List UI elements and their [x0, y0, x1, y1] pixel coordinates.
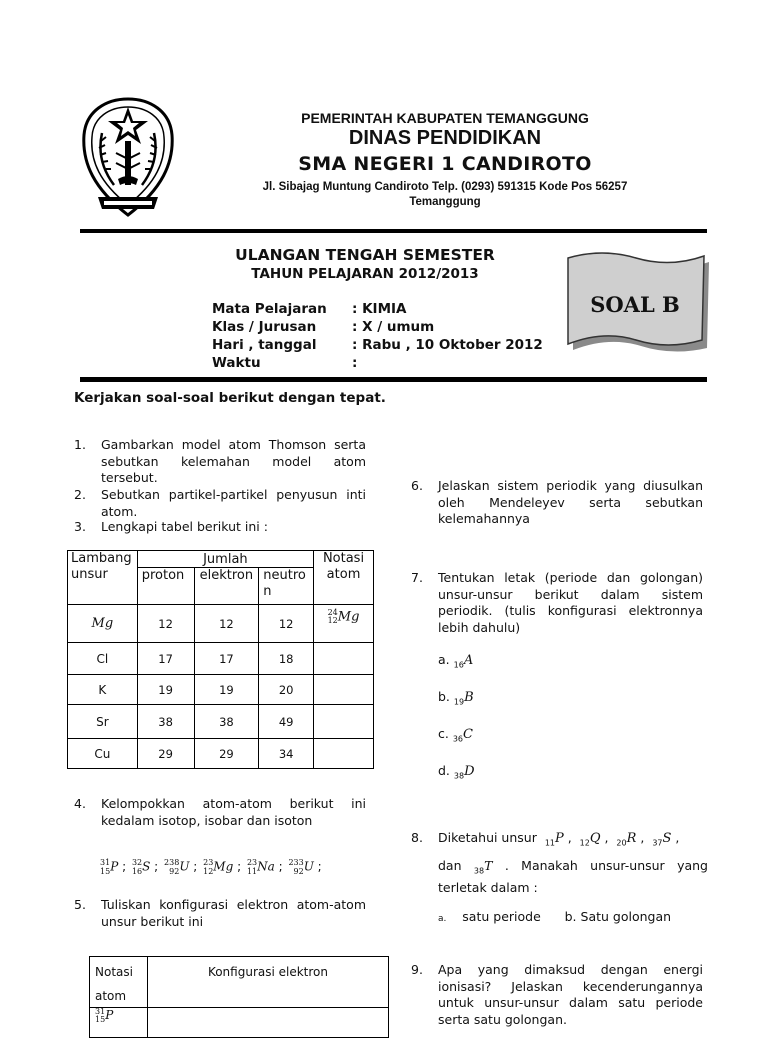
- meta-row-class: Klas / Jurusan : X / umum: [212, 319, 435, 335]
- city-line: Temanggung: [409, 196, 481, 208]
- q8-options: [438, 909, 708, 928]
- question-number: 6.: [411, 478, 423, 493]
- element-list: [438, 652, 475, 800]
- question-6: [411, 478, 703, 530]
- isotope: [164, 856, 201, 876]
- element-symbol: C: [463, 727, 473, 742]
- atomic-number: 12: [203, 866, 214, 876]
- cell-symbol: Cu: [68, 739, 138, 769]
- cell-konfigurasi: [147, 1008, 388, 1038]
- atomic-number: 38: [473, 866, 485, 876]
- isotope-numbers: [164, 858, 179, 876]
- cell-notasi: [314, 675, 374, 705]
- isotope: [203, 856, 245, 876]
- mass-number: 32: [131, 857, 143, 867]
- q8-line2: [438, 858, 708, 897]
- mass-number: 23: [203, 857, 214, 867]
- option-a: satu periode: [462, 908, 541, 924]
- academic-year: TAHUN PELAJARAN 2012/2013: [251, 266, 479, 282]
- element-symbol: A: [463, 653, 474, 668]
- atomic-number: 92: [169, 866, 180, 876]
- cell-notasi: [314, 605, 374, 643]
- atomic-number: 20: [616, 838, 627, 848]
- header-proton: proton: [137, 568, 194, 605]
- question-number: 1.: [74, 437, 86, 452]
- school-address: [228, 180, 662, 210]
- table-row: [68, 705, 374, 739]
- meta-row-date: Hari , tanggal : Rabu , 10 Oktober 2012: [212, 337, 543, 353]
- table-row: [68, 675, 374, 705]
- element-symbol: P: [555, 831, 564, 846]
- question-2: [74, 487, 366, 521]
- question-number: 7.: [411, 570, 423, 585]
- exam-meta: [212, 300, 543, 372]
- table-row: [68, 643, 374, 675]
- question-text: Tentukan letak (periode dan golongan) unsur-unsur berikut dalam sistem periodik. (tulis konfigurasi elektronnya lebih dahulu): [438, 570, 703, 635]
- cell-proton: 29: [137, 739, 194, 769]
- item-label: d.: [438, 763, 450, 778]
- question-4: [74, 796, 366, 830]
- atomic-number: 12: [579, 838, 590, 848]
- isotope-numbers: [100, 858, 110, 876]
- atomic-number: 11: [246, 866, 258, 876]
- isotope: [100, 856, 130, 876]
- soal-badge-label: SOAL B: [590, 292, 680, 317]
- cell-elektron: 38: [194, 705, 259, 739]
- element-symbol: Q: [589, 831, 601, 846]
- header-notasi-line1: Notasi: [95, 965, 133, 979]
- element-symbol: P: [105, 1008, 114, 1022]
- element-symbol: U: [179, 859, 190, 874]
- separator: ;: [233, 859, 245, 874]
- cell-symbol: K: [68, 675, 138, 705]
- atom-table: [67, 550, 374, 769]
- question-text: Tuliskan konfigurasi elektron atom-atom unsur berikut ini: [101, 897, 366, 929]
- item-label: b.: [438, 689, 450, 704]
- separator: ;: [150, 859, 163, 874]
- cell-symbol: Cl: [68, 643, 138, 675]
- question-9: [411, 962, 703, 1027]
- mass-number: 233: [288, 857, 304, 867]
- header-elektron: elektron: [194, 568, 259, 605]
- question-text: Gambarkan model atom Thomson serta sebutkan kelemahan model atom tersebut.: [101, 437, 366, 485]
- info-divider: [80, 377, 707, 382]
- isotope-list: [100, 856, 324, 876]
- school-name: SMA NEGERI 1 CANDIROTO: [298, 153, 592, 175]
- atomic-number: 16: [131, 866, 143, 876]
- atomic-number: 11: [544, 838, 555, 848]
- atomic-number: 16: [453, 660, 464, 670]
- mass-number: 238: [164, 857, 180, 867]
- question-text: Kelompokkan atom-atom berikut ini kedalam isotop, isobar dan isoton: [101, 796, 366, 828]
- element-symbol: T: [484, 858, 493, 873]
- element-symbol: U: [303, 859, 314, 874]
- element-symbol: R: [626, 831, 637, 846]
- question-8: [411, 830, 709, 924]
- table-row: [68, 605, 374, 643]
- header-konfigurasi: Konfigurasi elektron: [147, 957, 388, 1008]
- question-number: 8.: [411, 830, 423, 845]
- cell-proton: 12: [137, 605, 194, 643]
- atomic-number: 15: [95, 1015, 106, 1024]
- mass-number: 23: [246, 857, 258, 867]
- cell-elektron: 29: [194, 739, 259, 769]
- atomic-number: 19: [453, 697, 465, 707]
- header-jumlah: Jumlah: [137, 551, 313, 568]
- meta-row-subject: Mata Pelajaran : KIMIA: [212, 301, 407, 317]
- atomic-number: 37: [652, 838, 663, 848]
- item-label: a.: [438, 652, 450, 667]
- header-notasi: [90, 957, 148, 1008]
- question-number: 9.: [411, 962, 423, 977]
- meta-row-time: Waktu :: [212, 355, 358, 371]
- cell-elektron: 19: [194, 675, 259, 705]
- address-line: Jl. Sibajag Muntung Candiroto Telp. (0293) 591315 Kode Pos 56257: [262, 181, 628, 193]
- isotope-numbers: [132, 858, 142, 876]
- atomic-number: 15: [100, 866, 111, 876]
- q8-elements: [544, 830, 680, 848]
- exam-title: ULANGAN TENGAH SEMESTER: [235, 246, 495, 264]
- q8-and: dan: [438, 858, 462, 873]
- question-5: [74, 897, 366, 931]
- question-text: Jelaskan sistem periodik yang diusulkan oleh Mendeleyev serta sebutkan kelemahannya: [438, 478, 703, 526]
- soal-badge: [564, 248, 712, 354]
- question-3: [74, 519, 366, 537]
- question-number: 2.: [74, 487, 86, 502]
- header-neutron: neutron: [259, 568, 314, 605]
- cell-neutron: 20: [259, 675, 314, 705]
- isotope: [247, 856, 287, 876]
- atomic-number: 36: [452, 734, 464, 744]
- question-number: 4.: [74, 796, 86, 811]
- isotope: [132, 856, 162, 876]
- element-item: [438, 689, 475, 726]
- header-notasi: Notasi atom: [314, 551, 374, 605]
- config-table: [89, 956, 389, 1038]
- cell-elektron: 12: [194, 605, 259, 643]
- gov-line: PEMERINTAH KABUPATEN TEMANGGUNG: [301, 110, 589, 126]
- element-symbol: S: [142, 859, 151, 874]
- cell-notasi: [314, 705, 374, 739]
- element-item: [438, 726, 475, 763]
- cell-proton: 19: [137, 675, 194, 705]
- isotope: [288, 856, 321, 876]
- element-symbol: D: [464, 764, 475, 779]
- cell-neutron: 49: [259, 705, 314, 739]
- question-text: Apa yang dimaksud dengan energi ionisasi? Jelaskan kecenderungannya untuk unsur-unsur dalam satu periode serta satu golongan.: [438, 962, 703, 1027]
- department-name: DINAS PENDIDIKAN: [348, 127, 542, 149]
- separator: ;: [274, 859, 287, 874]
- question-number: 5.: [74, 897, 86, 912]
- question-7: [411, 570, 703, 638]
- atomic-number: 38: [453, 771, 465, 781]
- header-notasi-line2: atom: [95, 989, 127, 1003]
- table-row: [90, 1008, 389, 1038]
- element-symbol: Mg: [337, 609, 360, 625]
- separator: ;: [118, 859, 130, 874]
- question-text: Lengkapi tabel berikut ini :: [101, 519, 268, 534]
- element-symbol: Mg: [213, 859, 234, 874]
- instruction: Kerjakan soal-soal berikut dengan tepat.: [74, 390, 386, 406]
- table-row: [68, 739, 374, 769]
- isotope-numbers: [203, 858, 213, 876]
- mass-number: 31: [95, 1007, 106, 1016]
- element-symbol: S: [662, 831, 672, 846]
- cell-neutron: 18: [259, 643, 314, 675]
- question-number: 3.: [74, 519, 86, 534]
- isotope-numbers: [247, 858, 257, 876]
- regency-emblem: [78, 93, 178, 221]
- separator: ,: [671, 830, 680, 845]
- atomic-number: 92: [293, 866, 304, 876]
- q8-intro: Diketahui unsur: [438, 830, 537, 845]
- separator: ,: [636, 830, 653, 845]
- q8-line1: [438, 830, 708, 852]
- option-a-label: a.: [438, 913, 447, 924]
- cell-elektron: 17: [194, 643, 259, 675]
- mass-number: 31: [100, 857, 111, 867]
- q8-question: . Manakah unsur-unsur yang terletak dalam :: [438, 858, 708, 895]
- element-symbol: P: [110, 859, 119, 874]
- isotope-numbers: [288, 858, 303, 876]
- separator: ,: [600, 830, 617, 845]
- cell-proton: 38: [137, 705, 194, 739]
- mass-number: 24: [327, 608, 338, 617]
- option-b: b. Satu golongan: [564, 908, 672, 924]
- cell-proton: 17: [137, 643, 194, 675]
- question-text: [438, 830, 708, 927]
- question-1: [74, 437, 366, 487]
- item-label: c.: [438, 726, 449, 741]
- separator: ;: [189, 859, 202, 874]
- cell-notasi: [314, 643, 374, 675]
- cell-neutron: 34: [259, 739, 314, 769]
- separator: ,: [563, 830, 580, 845]
- cell-symbol: Mg: [68, 605, 138, 643]
- question-text: Sebutkan partikel-partikel penyusun inti atom.: [101, 487, 366, 519]
- element-symbol: Na: [257, 859, 275, 874]
- cell-symbol: Sr: [68, 705, 138, 739]
- cell-notasi: [314, 739, 374, 769]
- element-item: [438, 652, 475, 689]
- element-symbol: B: [464, 690, 474, 705]
- header-lambang: Lambang unsur: [68, 551, 138, 605]
- header-divider: [80, 229, 707, 233]
- separator: ;: [313, 859, 322, 874]
- atomic-number: 12: [327, 616, 338, 625]
- cell-notasi: [90, 1008, 148, 1038]
- cell-neutron: 12: [259, 605, 314, 643]
- element-item: [438, 763, 475, 800]
